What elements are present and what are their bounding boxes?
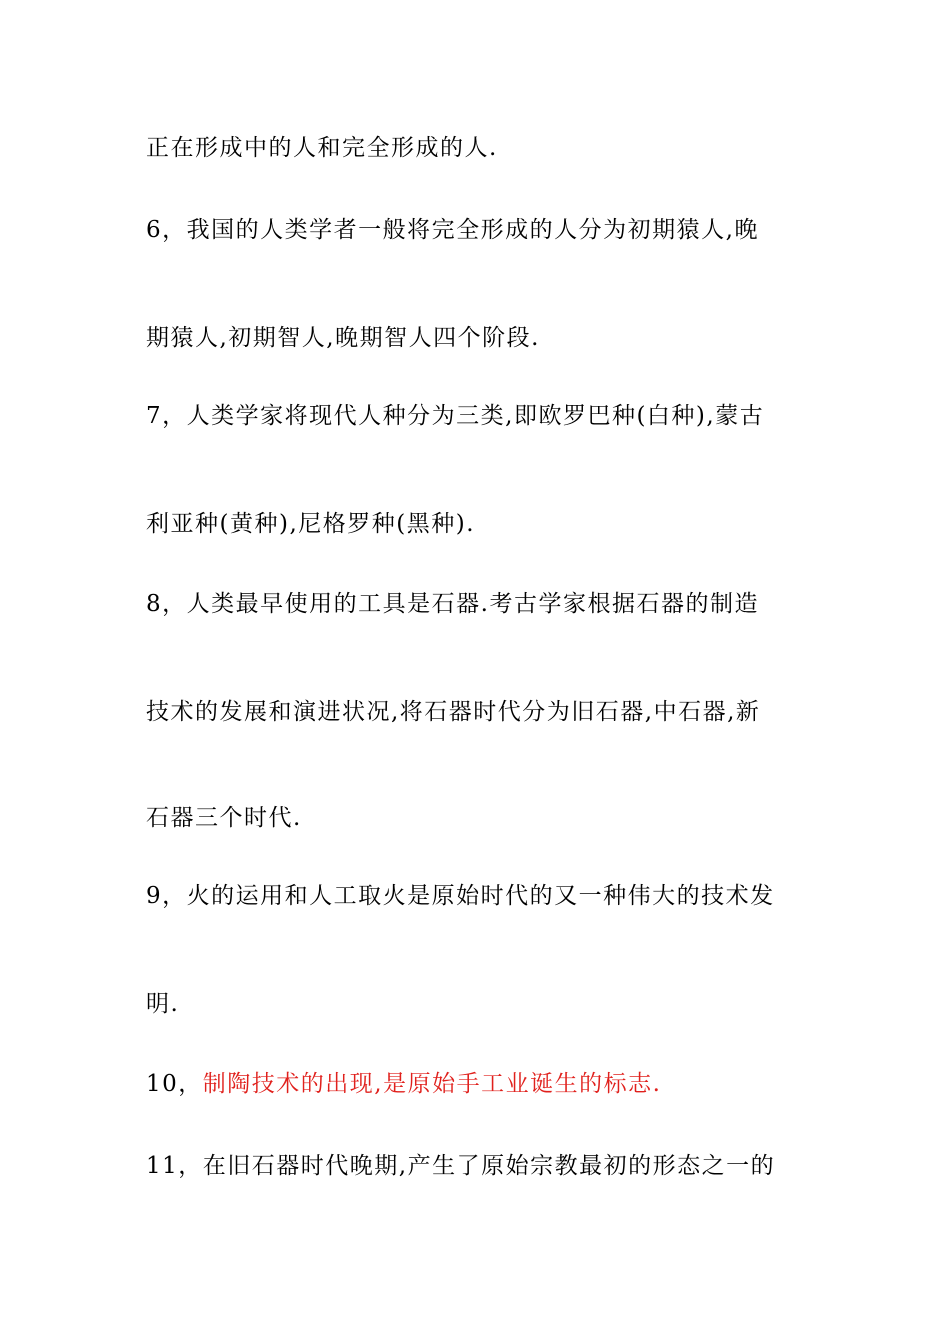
item-8-line-2: 技术的发展和演进状况,将石器时代分为旧石器,中石器,新 [146, 699, 761, 725]
text-line-1: 正在形成中的人和完全形成的人. [146, 135, 498, 161]
item-7-line-1: 7，人类学家将现代人种分为三类,即欧罗巴种(白种),蒙古 [146, 403, 765, 429]
item-6-line-2: 期猿人,初期智人,晚期智人四个阶段. [146, 325, 540, 351]
item-11-line-1: 11，在旧石器时代晚期,产生了原始宗教最初的形态之一的 [146, 1153, 776, 1179]
item-8-line-1: 8，人类最早使用的工具是石器.考古学家根据石器的制造 [146, 591, 759, 617]
item-6-line-1: 6，我国的人类学者一般将完全形成的人分为初期猿人,晚 [146, 217, 759, 243]
item-9-line-1: 9，火的运用和人工取火是原始时代的又一种伟大的技术发 [146, 883, 775, 909]
item-7-line-2: 利亚种(黄种),尼格罗种(黑种). [146, 511, 476, 537]
item-10-line [146, 1068, 816, 1100]
item-10-number: 10， [146, 1071, 203, 1097]
item-9-line-2: 明. [146, 991, 180, 1017]
item-8-line-3: 石器三个时代. [146, 805, 302, 831]
item-10-highlighted-text: 制陶技术的出现,是原始手工业诞生的标志. [202, 1071, 662, 1097]
